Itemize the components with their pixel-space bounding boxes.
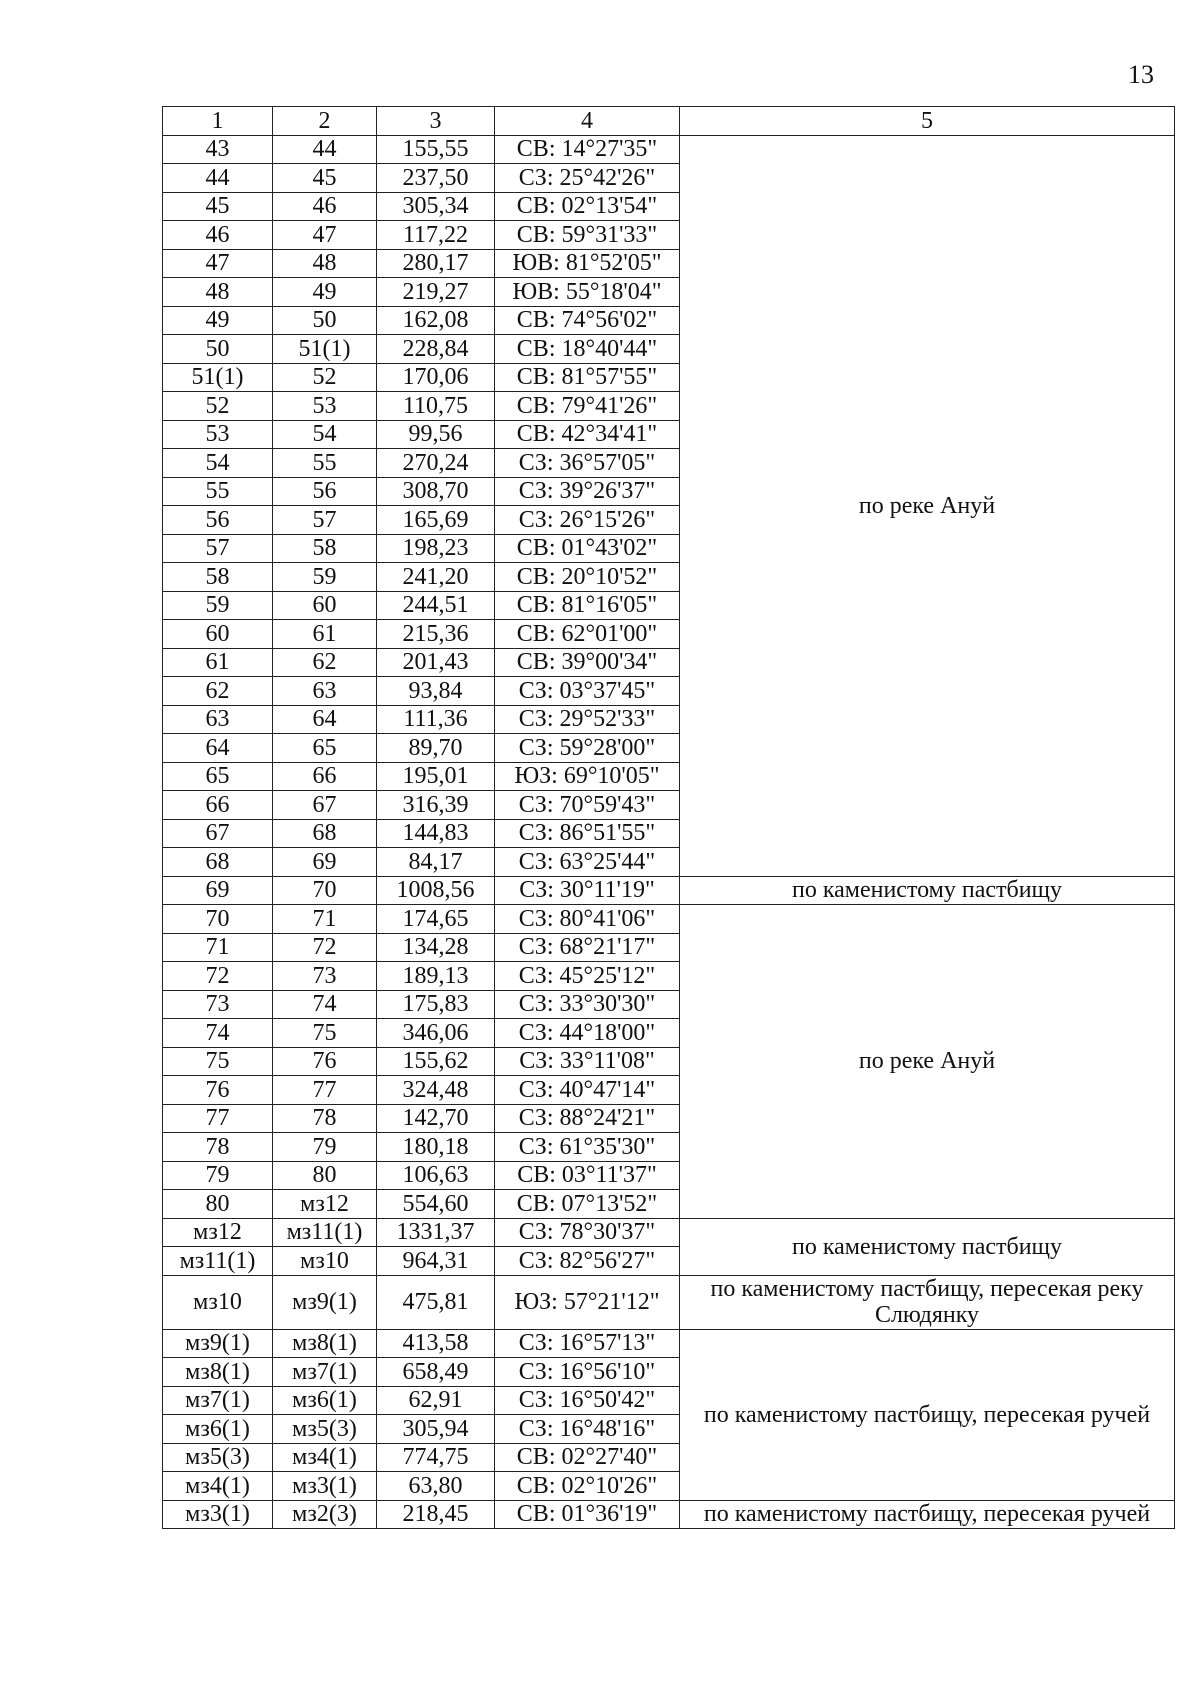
cell-length: 658,49 <box>377 1358 495 1387</box>
cell-from-point: 79 <box>163 1161 273 1190</box>
cell-to-point: 79 <box>273 1133 377 1162</box>
cell-from-point: 61 <box>163 648 273 677</box>
table-row <box>163 135 1175 164</box>
cell-bearing: СВ: 81°16'05" <box>495 591 680 620</box>
cell-bearing: ЮВ: 55°18'04" <box>495 278 680 307</box>
cell-length: 554,60 <box>377 1190 495 1219</box>
cell-to-point: мз3(1) <box>273 1472 377 1501</box>
cell-to-point: мз2(3) <box>273 1500 377 1529</box>
cell-length: 175,83 <box>377 990 495 1019</box>
cell-length: 155,62 <box>377 1047 495 1076</box>
header-col-5: 5 <box>680 107 1175 136</box>
cell-from-point: 59 <box>163 591 273 620</box>
cell-bearing: СЗ: 16°56'10" <box>495 1358 680 1387</box>
cell-bearing: СЗ: 80°41'06" <box>495 905 680 934</box>
cell-bearing: СЗ: 33°30'30" <box>495 990 680 1019</box>
cell-bearing: СВ: 02°13'54" <box>495 192 680 221</box>
cell-length: 62,91 <box>377 1386 495 1415</box>
cell-length: 201,43 <box>377 648 495 677</box>
cell-from-point: 78 <box>163 1133 273 1162</box>
cell-from-point: 74 <box>163 1019 273 1048</box>
cell-length: 1331,37 <box>377 1218 495 1247</box>
cell-to-point: 45 <box>273 164 377 193</box>
cell-bearing: СЗ: 78°30'37" <box>495 1218 680 1247</box>
cell-to-point: 61 <box>273 620 377 649</box>
cell-to-point: 62 <box>273 648 377 677</box>
cell-bearing: СЗ: 59°28'00" <box>495 734 680 763</box>
cell-bearing: СЗ: 63°25'44" <box>495 848 680 877</box>
cell-length: 305,34 <box>377 192 495 221</box>
cell-bearing: СВ: 62°01'00" <box>495 620 680 649</box>
cell-length: 475,81 <box>377 1275 495 1329</box>
cell-to-point: 70 <box>273 876 377 905</box>
cell-to-point: 53 <box>273 392 377 421</box>
cell-to-point: мз9(1) <box>273 1275 377 1329</box>
cell-from-point: мз10 <box>163 1275 273 1329</box>
cell-description: по реке Ануй <box>680 135 1175 876</box>
cell-description: по каменистому пастбищу, пересекая ручей <box>680 1329 1175 1500</box>
cell-length: 134,28 <box>377 933 495 962</box>
cell-bearing: СВ: 81°57'55" <box>495 363 680 392</box>
cell-from-point: 50 <box>163 335 273 364</box>
boundary-table <box>162 106 1175 1529</box>
cell-to-point: 48 <box>273 249 377 278</box>
cell-from-point: мз5(3) <box>163 1443 273 1472</box>
cell-length: 110,75 <box>377 392 495 421</box>
cell-bearing: СЗ: 40°47'14" <box>495 1076 680 1105</box>
cell-from-point: мз11(1) <box>163 1247 273 1276</box>
cell-bearing: СВ: 79°41'26" <box>495 392 680 421</box>
cell-length: 324,48 <box>377 1076 495 1105</box>
cell-to-point: 52 <box>273 363 377 392</box>
cell-from-point: мз8(1) <box>163 1358 273 1387</box>
cell-length: 241,20 <box>377 563 495 592</box>
cell-length: 244,51 <box>377 591 495 620</box>
cell-from-point: 45 <box>163 192 273 221</box>
cell-from-point: 66 <box>163 791 273 820</box>
cell-from-point: мз9(1) <box>163 1329 273 1358</box>
cell-bearing: СВ: 02°10'26" <box>495 1472 680 1501</box>
cell-from-point: мз6(1) <box>163 1415 273 1444</box>
cell-from-point: 80 <box>163 1190 273 1219</box>
cell-to-point: 47 <box>273 221 377 250</box>
cell-length: 1008,56 <box>377 876 495 905</box>
cell-from-point: 77 <box>163 1104 273 1133</box>
header-col-1: 1 <box>163 107 273 136</box>
cell-length: 305,94 <box>377 1415 495 1444</box>
cell-from-point: 49 <box>163 306 273 335</box>
cell-length: 198,23 <box>377 534 495 563</box>
cell-bearing: СЗ: 30°11'19" <box>495 876 680 905</box>
cell-bearing: СВ: 18°40'44" <box>495 335 680 364</box>
cell-length: 774,75 <box>377 1443 495 1472</box>
cell-to-point: 64 <box>273 705 377 734</box>
cell-to-point: 80 <box>273 1161 377 1190</box>
table-row <box>163 1218 1175 1247</box>
cell-to-point: 71 <box>273 905 377 934</box>
cell-from-point: 47 <box>163 249 273 278</box>
cell-from-point: мз3(1) <box>163 1500 273 1529</box>
cell-from-point: 48 <box>163 278 273 307</box>
cell-bearing: СЗ: 88°24'21" <box>495 1104 680 1133</box>
cell-from-point: мз12 <box>163 1218 273 1247</box>
cell-bearing: СЗ: 16°57'13" <box>495 1329 680 1358</box>
cell-bearing: СЗ: 29°52'33" <box>495 705 680 734</box>
cell-from-point: 71 <box>163 933 273 962</box>
cell-from-point: 46 <box>163 221 273 250</box>
cell-length: 63,80 <box>377 1472 495 1501</box>
cell-length: 162,08 <box>377 306 495 335</box>
cell-from-point: 54 <box>163 449 273 478</box>
cell-length: 218,45 <box>377 1500 495 1529</box>
cell-bearing: СВ: 01°36'19" <box>495 1500 680 1529</box>
cell-to-point: мз6(1) <box>273 1386 377 1415</box>
cell-to-point: 46 <box>273 192 377 221</box>
cell-from-point: мз4(1) <box>163 1472 273 1501</box>
cell-bearing: СВ: 74°56'02" <box>495 306 680 335</box>
cell-to-point: 76 <box>273 1047 377 1076</box>
cell-description: по каменистому пастбищу, пересекая реку Слюдянку <box>680 1275 1175 1329</box>
cell-bearing: ЮЗ: 57°21'12" <box>495 1275 680 1329</box>
cell-to-point: 59 <box>273 563 377 592</box>
cell-length: 189,13 <box>377 962 495 991</box>
cell-from-point: 67 <box>163 819 273 848</box>
cell-length: 280,17 <box>377 249 495 278</box>
cell-to-point: 75 <box>273 1019 377 1048</box>
cell-length: 237,50 <box>377 164 495 193</box>
cell-to-point: мз10 <box>273 1247 377 1276</box>
header-col-4: 4 <box>495 107 680 136</box>
cell-from-point: 68 <box>163 848 273 877</box>
cell-length: 89,70 <box>377 734 495 763</box>
cell-bearing: СЗ: 25°42'26" <box>495 164 680 193</box>
cell-bearing: СЗ: 03°37'45" <box>495 677 680 706</box>
cell-length: 219,27 <box>377 278 495 307</box>
cell-length: 964,31 <box>377 1247 495 1276</box>
cell-to-point: 66 <box>273 762 377 791</box>
cell-to-point: 67 <box>273 791 377 820</box>
cell-bearing: СЗ: 36°57'05" <box>495 449 680 478</box>
cell-from-point: 53 <box>163 420 273 449</box>
cell-bearing: СЗ: 26°15'26" <box>495 506 680 535</box>
cell-from-point: 76 <box>163 1076 273 1105</box>
cell-from-point: 63 <box>163 705 273 734</box>
header-col-2: 2 <box>273 107 377 136</box>
cell-from-point: 75 <box>163 1047 273 1076</box>
cell-bearing: СЗ: 86°51'55" <box>495 819 680 848</box>
cell-to-point: 50 <box>273 306 377 335</box>
cell-from-point: мз7(1) <box>163 1386 273 1415</box>
cell-length: 316,39 <box>377 791 495 820</box>
cell-from-point: 51(1) <box>163 363 273 392</box>
cell-length: 84,17 <box>377 848 495 877</box>
cell-to-point: 58 <box>273 534 377 563</box>
cell-to-point: 51(1) <box>273 335 377 364</box>
cell-bearing: СЗ: 16°48'16" <box>495 1415 680 1444</box>
cell-length: 413,58 <box>377 1329 495 1358</box>
cell-length: 270,24 <box>377 449 495 478</box>
table-row <box>163 1275 1175 1329</box>
cell-from-point: 69 <box>163 876 273 905</box>
table-row <box>163 905 1175 934</box>
cell-from-point: 64 <box>163 734 273 763</box>
cell-bearing: СВ: 07°13'52" <box>495 1190 680 1219</box>
cell-bearing: СЗ: 70°59'43" <box>495 791 680 820</box>
cell-to-point: мз7(1) <box>273 1358 377 1387</box>
page-number: 13 <box>1128 60 1154 89</box>
cell-length: 155,55 <box>377 135 495 164</box>
cell-bearing: СЗ: 39°26'37" <box>495 477 680 506</box>
cell-to-point: 57 <box>273 506 377 535</box>
cell-bearing: СЗ: 45°25'12" <box>495 962 680 991</box>
cell-bearing: СВ: 02°27'40" <box>495 1443 680 1472</box>
cell-to-point: мз8(1) <box>273 1329 377 1358</box>
cell-from-point: 58 <box>163 563 273 592</box>
cell-to-point: 73 <box>273 962 377 991</box>
cell-length: 346,06 <box>377 1019 495 1048</box>
cell-to-point: мз4(1) <box>273 1443 377 1472</box>
cell-bearing: СВ: 42°34'41" <box>495 420 680 449</box>
cell-to-point: 68 <box>273 819 377 848</box>
cell-to-point: 69 <box>273 848 377 877</box>
cell-bearing: СЗ: 33°11'08" <box>495 1047 680 1076</box>
cell-to-point: 56 <box>273 477 377 506</box>
header-col-3: 3 <box>377 107 495 136</box>
cell-length: 99,56 <box>377 420 495 449</box>
cell-bearing: ЮЗ: 69°10'05" <box>495 762 680 791</box>
table-body <box>163 135 1175 1529</box>
cell-bearing: СВ: 03°11'37" <box>495 1161 680 1190</box>
cell-description: по реке Ануй <box>680 905 1175 1219</box>
cell-bearing: СВ: 14°27'35" <box>495 135 680 164</box>
cell-to-point: 74 <box>273 990 377 1019</box>
cell-length: 93,84 <box>377 677 495 706</box>
cell-to-point: 65 <box>273 734 377 763</box>
cell-from-point: 44 <box>163 164 273 193</box>
cell-to-point: мз12 <box>273 1190 377 1219</box>
cell-description: по каменистому пастбищу <box>680 1218 1175 1275</box>
cell-to-point: мз11(1) <box>273 1218 377 1247</box>
cell-length: 111,36 <box>377 705 495 734</box>
cell-length: 142,70 <box>377 1104 495 1133</box>
cell-to-point: 54 <box>273 420 377 449</box>
cell-from-point: 62 <box>163 677 273 706</box>
cell-length: 174,65 <box>377 905 495 934</box>
cell-from-point: 43 <box>163 135 273 164</box>
table-row <box>163 1500 1175 1529</box>
cell-to-point: 55 <box>273 449 377 478</box>
cell-length: 165,69 <box>377 506 495 535</box>
cell-bearing: СЗ: 68°21'17" <box>495 933 680 962</box>
cell-length: 228,84 <box>377 335 495 364</box>
cell-from-point: 60 <box>163 620 273 649</box>
cell-bearing: СЗ: 61°35'30" <box>495 1133 680 1162</box>
cell-from-point: 70 <box>163 905 273 934</box>
cell-length: 308,70 <box>377 477 495 506</box>
cell-bearing: СЗ: 44°18'00" <box>495 1019 680 1048</box>
cell-to-point: 78 <box>273 1104 377 1133</box>
cell-bearing: ЮВ: 81°52'05" <box>495 249 680 278</box>
cell-bearing: СВ: 39°00'34" <box>495 648 680 677</box>
cell-from-point: 65 <box>163 762 273 791</box>
cell-from-point: 52 <box>163 392 273 421</box>
cell-to-point: 60 <box>273 591 377 620</box>
cell-length: 144,83 <box>377 819 495 848</box>
table-row <box>163 876 1175 905</box>
table-header-row <box>163 107 1175 136</box>
cell-bearing: СВ: 01°43'02" <box>495 534 680 563</box>
cell-length: 170,06 <box>377 363 495 392</box>
cell-bearing: СВ: 20°10'52" <box>495 563 680 592</box>
cell-to-point: мз5(3) <box>273 1415 377 1444</box>
cell-to-point: 77 <box>273 1076 377 1105</box>
cell-from-point: 57 <box>163 534 273 563</box>
cell-description: по каменистому пастбищу, пересекая ручей <box>680 1500 1175 1529</box>
cell-length: 215,36 <box>377 620 495 649</box>
cell-to-point: 49 <box>273 278 377 307</box>
cell-to-point: 63 <box>273 677 377 706</box>
cell-length: 117,22 <box>377 221 495 250</box>
cell-to-point: 72 <box>273 933 377 962</box>
cell-bearing: СЗ: 82°56'27" <box>495 1247 680 1276</box>
cell-length: 195,01 <box>377 762 495 791</box>
cell-from-point: 73 <box>163 990 273 1019</box>
cell-length: 180,18 <box>377 1133 495 1162</box>
cell-length: 106,63 <box>377 1161 495 1190</box>
cell-bearing: СЗ: 16°50'42" <box>495 1386 680 1415</box>
cell-from-point: 56 <box>163 506 273 535</box>
cell-from-point: 72 <box>163 962 273 991</box>
cell-from-point: 55 <box>163 477 273 506</box>
cell-to-point: 44 <box>273 135 377 164</box>
cell-bearing: СВ: 59°31'33" <box>495 221 680 250</box>
table-row <box>163 1329 1175 1358</box>
cell-description: по каменистому пастбищу <box>680 876 1175 905</box>
